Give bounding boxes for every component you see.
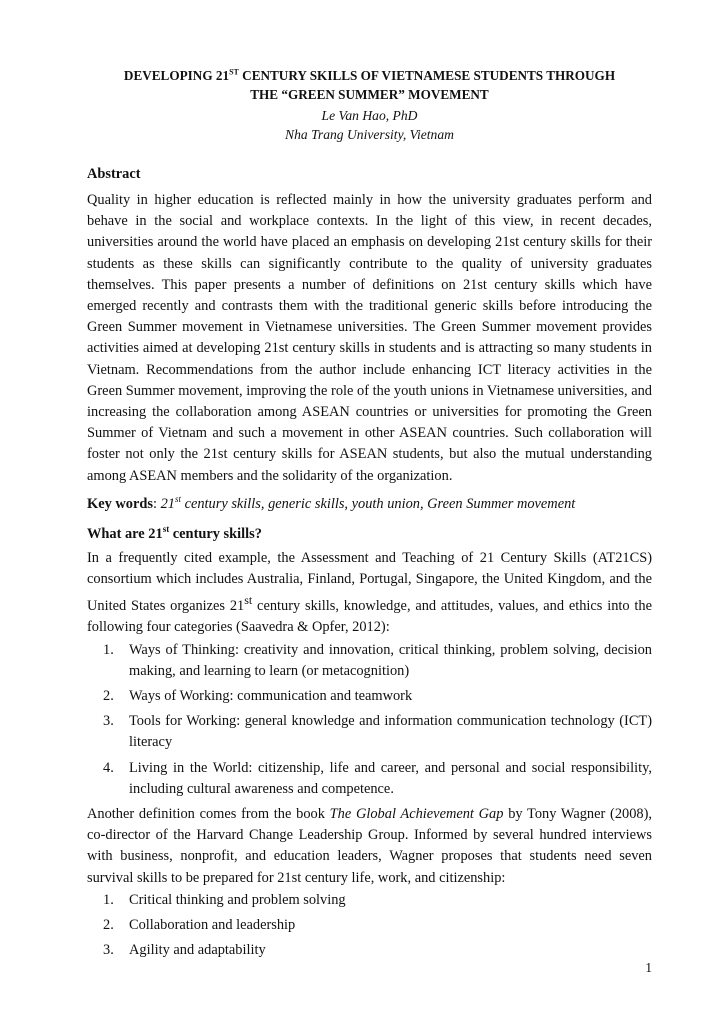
title-line2: THE “GREEN SUMMER” MOVEMENT — [250, 87, 489, 102]
keywords-colon: : — [152, 495, 161, 512]
para1-post: century skills, knowledge, and attitudes, values, and ethics into the following four categories (Saavedra & Opfer, 2012): — [87, 598, 652, 636]
paper-title — [87, 66, 652, 104]
section-paragraph-1 — [87, 548, 652, 639]
section-heading-post: century skills? — [169, 526, 262, 543]
list-item — [87, 640, 652, 682]
list-item-number: 1. — [103, 891, 114, 908]
author-name: Le Van Hao, PhD — [321, 108, 418, 123]
list-item-number: 2. — [103, 688, 114, 705]
keywords-post: century skills, generic skills, youth union, Green Summer movement — [180, 495, 576, 512]
list-item-text: Ways of Working: communication and teamwork — [129, 688, 413, 705]
list-item-number: 2. — [103, 917, 114, 934]
list-item-text: Agility and adaptability — [129, 942, 266, 959]
para2-post: by Tony Wagner (2008), co-director of the Harvard Change Leadership Group. Informed by several hundred interviews with business, nonprofit, and education leaders, Wagner proposes that students need seven survival skills to be prepared for 21st century life, work, and citizenship: — [87, 806, 652, 886]
list-item-number: 3. — [103, 942, 114, 959]
page-number: 1 — [645, 960, 652, 975]
book-title: The Global Achievement Gap — [329, 806, 504, 823]
para1-sup: st — [244, 593, 253, 608]
categories-list — [87, 640, 652, 800]
title-line1-post: CENTURY SKILLS OF VIETNAMESE STUDENTS THROUGH — [238, 68, 616, 83]
keywords-pre: 21 — [160, 495, 175, 512]
list-item-number: 3. — [103, 713, 114, 730]
abstract-heading: Abstract — [87, 166, 141, 182]
abstract-text: Quality in higher education is reflected mainly in how the university graduates perform and behave in the social and workplace contexts. In the light of this view, in recent decades, universities around the world have placed an emphasis on developing 21st century skills for their students as these skills can significantly contribute to the quality of university graduates themselves. This paper presents a number of definitions on 21st century skills which have emerged recently and contrasts them with the traditional generic skills before introducing the Green Summer movement in Vietnamese universities. The Green Summer movement provides activities aimed at developing 21st century skills in students and is attracting so many students in Vietnam. Recommendations from the author include enhancing ICT literacy activities in the Green Summer movement, improving the role of the youth unions in Vietnamese universities, and increasing the collaboration among ASEAN countries or universities for promoting the Green Summer of Vietnam and such a movement in other ASEAN countries. Such collaboration will foster not only the 21st century skills for ASEAN students, but also the mutual understanding among ASEAN members and the solidarity of the organization. — [87, 192, 652, 484]
list-item-text: Living in the World: citizenship, life and career, and personal and social responsibility, including cultural awareness and competence. — [129, 759, 652, 797]
list-item — [87, 686, 652, 707]
section-heading-pre: What are 21 — [87, 526, 163, 543]
keywords-label: Key words — [87, 495, 153, 512]
list-item — [87, 915, 652, 936]
list-item-text: Tools for Working: general knowledge and information communication technology (ICT) literacy — [129, 713, 652, 751]
survival-skills-list — [87, 890, 652, 962]
title-line1-pre: DEVELOPING 21 — [123, 68, 230, 83]
list-item-number: 1. — [103, 641, 114, 658]
list-item — [87, 890, 652, 911]
para2-pre: Another definition comes from the book — [87, 806, 330, 823]
list-item-text: Ways of Thinking: creativity and innovation, critical thinking, problem solving, decision making, and learning to learn (or metacognition) — [129, 641, 652, 679]
keywords-line — [87, 494, 652, 515]
author-affiliation: Nha Trang University, Vietnam — [285, 127, 454, 142]
list-item — [87, 940, 652, 961]
para1-pre: In a frequently cited example, the Assessment and Teaching of 21 Century Skills (AT21CS) consortium which includes Australia, Finland, Portugal, Singapore, the United Kingdom, and the United States organizes 21 — [87, 550, 652, 615]
list-item-text: Collaboration and leadership — [129, 917, 296, 934]
list-item-text: Critical thinking and problem solving — [129, 891, 346, 908]
keywords-sup: st — [174, 494, 181, 505]
list-item-number: 4. — [103, 759, 114, 776]
section-heading-sup: st — [162, 524, 170, 535]
section-paragraph-2 — [87, 804, 652, 889]
title-line1-sup: ST — [229, 67, 239, 77]
list-item — [87, 711, 652, 753]
section-heading — [87, 524, 652, 545]
list-item — [87, 758, 652, 800]
